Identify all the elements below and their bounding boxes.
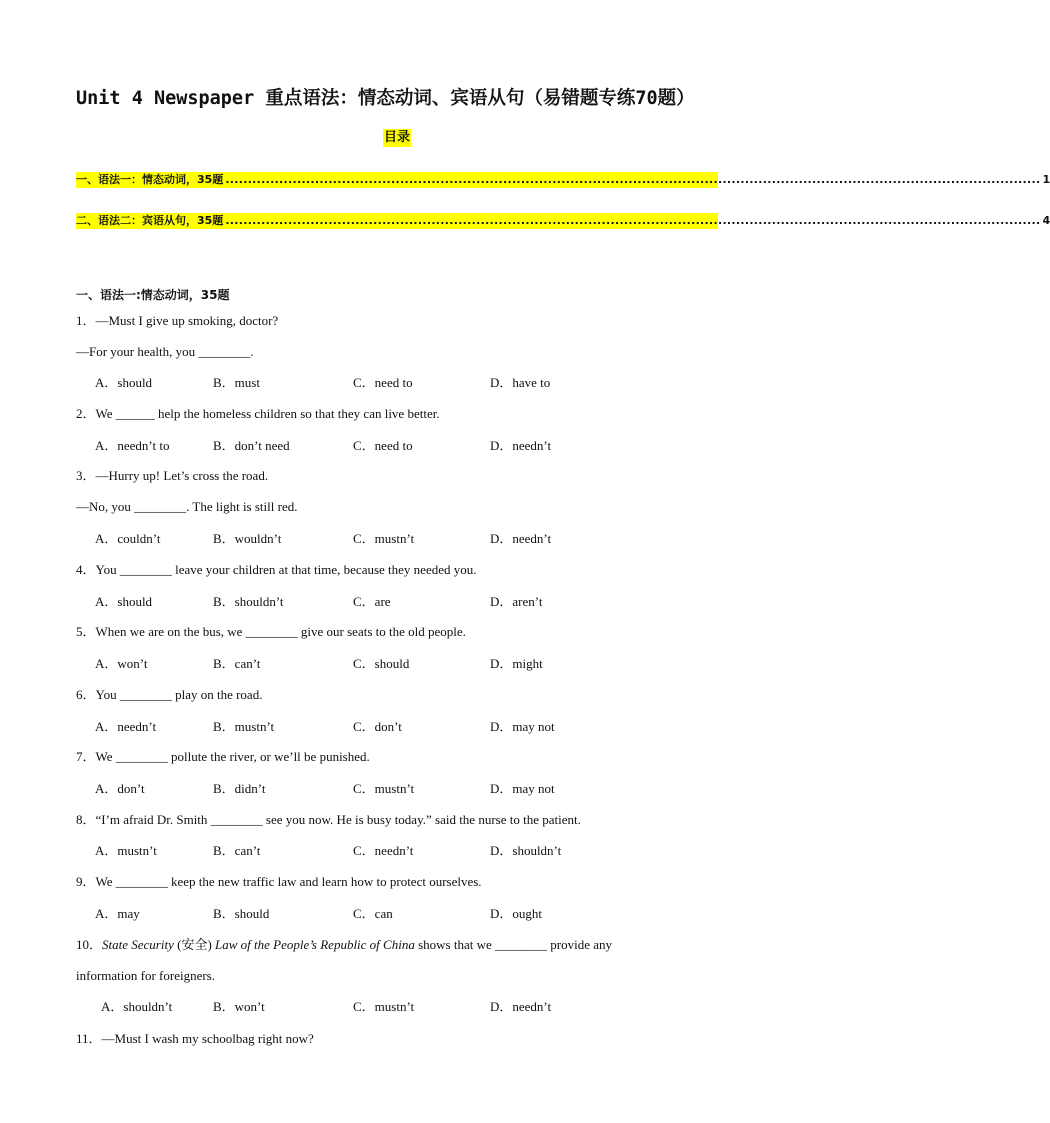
question-text: 11．—Must I wash my schoolbag right now? bbox=[76, 1031, 314, 1046]
question-number: 10． bbox=[76, 937, 103, 952]
option-d[interactable]: D．may not bbox=[490, 719, 555, 734]
option-c[interactable]: C．mustn’t bbox=[353, 531, 415, 546]
question-rest: shows that we ________ provide any bbox=[414, 937, 612, 952]
option-d[interactable]: D．may not bbox=[490, 781, 555, 796]
option-b[interactable]: B．mustn’t bbox=[213, 719, 275, 734]
option-d[interactable]: D．aren’t bbox=[490, 594, 543, 609]
option-b[interactable]: B．shouldn’t bbox=[213, 594, 284, 609]
option-d[interactable]: D．needn’t bbox=[490, 438, 552, 453]
option-a[interactable]: A．needn’t bbox=[95, 719, 157, 734]
option-c[interactable]: C．are bbox=[353, 594, 391, 609]
option-d[interactable]: D．might bbox=[490, 656, 543, 671]
toc-entry-1[interactable] bbox=[76, 172, 1050, 188]
question-text: 6．You ________ play on the road. bbox=[76, 687, 263, 702]
option-a[interactable]: A．may bbox=[95, 906, 140, 921]
option-b[interactable]: B．won’t bbox=[213, 999, 265, 1014]
law-name-part1: State Security bbox=[102, 937, 174, 952]
option-c[interactable]: C．don’t bbox=[353, 719, 402, 734]
question-text: 1．—Must I give up smoking, doctor? bbox=[76, 313, 279, 328]
question-text: 5．When we are on the bus, we ________ give our seats to the old people. bbox=[76, 624, 466, 639]
toc-entry-label: 二、语法二：宾语从句，35题 bbox=[76, 214, 224, 227]
option-d[interactable]: D．needn’t bbox=[490, 531, 552, 546]
section-heading: 一、语法一:情态动词，35题 bbox=[76, 288, 230, 302]
toc-entry-page: 4 bbox=[1042, 214, 1050, 227]
option-c[interactable]: C．needn’t bbox=[353, 843, 414, 858]
toc-leader-dots: ...................................................................................................................................................................................... bbox=[225, 173, 1041, 186]
toc-entry-2[interactable] bbox=[76, 213, 1050, 229]
option-b[interactable]: B．can’t bbox=[213, 656, 261, 671]
question-text: 3．—Hurry up! Let’s cross the road. bbox=[76, 468, 269, 483]
option-d[interactable]: D．have to bbox=[490, 375, 551, 390]
toc-entry-label: 一、语法一：情态动词，35题 bbox=[76, 173, 224, 186]
option-d[interactable]: D．needn’t bbox=[490, 999, 552, 1014]
option-c[interactable]: C．mustn’t bbox=[353, 999, 415, 1014]
option-b[interactable]: B．don’t need bbox=[213, 438, 290, 453]
option-b[interactable]: B．didn’t bbox=[213, 781, 266, 796]
option-a[interactable]: A．shouldn’t bbox=[101, 999, 173, 1014]
page-title: Unit 4 Newspaper 重点语法：情态动词、宾语从句（易错题专练70题） bbox=[76, 88, 695, 109]
question-text: information for foreigners. bbox=[76, 968, 215, 983]
toc-entry-page: 1 bbox=[1042, 173, 1050, 186]
question-text: 8．“I’m afraid Dr. Smith ________ see you now. He is busy today.” said the nurse to the patient. bbox=[76, 812, 581, 827]
option-a[interactable]: A．won’t bbox=[95, 656, 148, 671]
option-c[interactable]: C．mustn’t bbox=[353, 781, 415, 796]
option-a[interactable]: A．needn’t to bbox=[95, 438, 170, 453]
option-a[interactable]: A．couldn’t bbox=[95, 531, 161, 546]
option-a[interactable]: A．mustn’t bbox=[95, 843, 157, 858]
option-d[interactable]: D．shouldn’t bbox=[490, 843, 562, 858]
question-text bbox=[76, 937, 612, 953]
option-c[interactable]: C．need to bbox=[353, 438, 413, 453]
question-text: 7．We ________ pollute the river, or we’ll be punished. bbox=[76, 749, 370, 764]
option-c[interactable]: C．should bbox=[353, 656, 410, 671]
option-b[interactable]: B．must bbox=[213, 375, 260, 390]
toc-leader-dots: ...................................................................................................................................................................................... bbox=[225, 214, 1041, 227]
toc-heading: 目录 bbox=[384, 130, 411, 145]
option-a[interactable]: A．don’t bbox=[95, 781, 145, 796]
option-b[interactable]: B．can’t bbox=[213, 843, 261, 858]
law-name-part2: Law of the People’s Republic of China bbox=[215, 937, 415, 952]
question-text: 4．You ________ leave your children at that time, because they needed you. bbox=[76, 562, 477, 577]
question-text: 2．We ______ help the homeless children so that they can live better. bbox=[76, 406, 440, 421]
option-d[interactable]: D．ought bbox=[490, 906, 543, 921]
question-text: —For your health, you ________. bbox=[76, 344, 254, 359]
paren-note: (安全) bbox=[173, 937, 216, 952]
option-b[interactable]: B．should bbox=[213, 906, 270, 921]
question-text: 9．We ________ keep the new traffic law and learn how to protect ourselves. bbox=[76, 874, 482, 889]
option-c[interactable]: C．need to bbox=[353, 375, 413, 390]
option-c[interactable]: C．can bbox=[353, 906, 393, 921]
option-a[interactable]: A．should bbox=[95, 375, 153, 390]
question-text: —No, you ________. The light is still red. bbox=[76, 499, 298, 514]
option-b[interactable]: B．wouldn’t bbox=[213, 531, 282, 546]
option-a[interactable]: A．should bbox=[95, 594, 153, 609]
